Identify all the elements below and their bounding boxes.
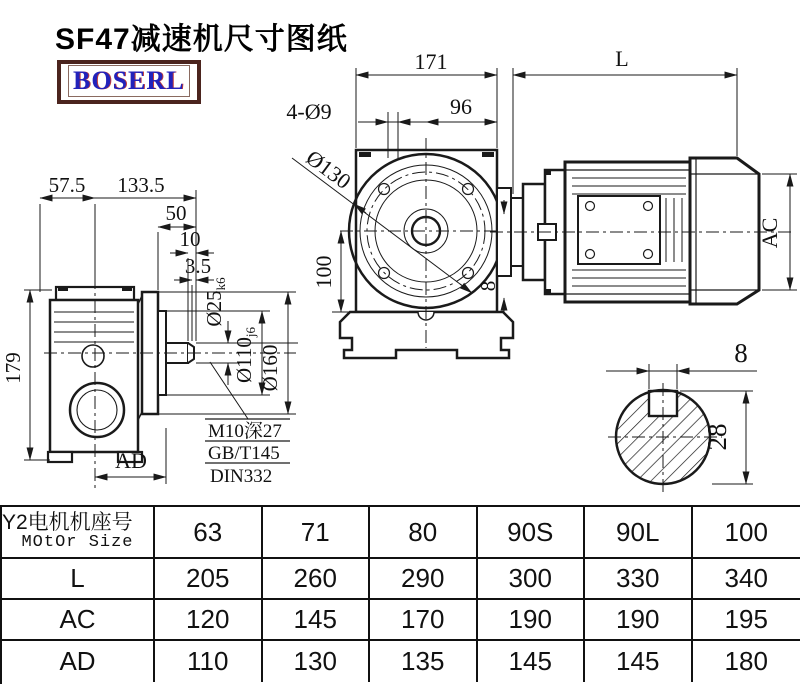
value-AC: 190 <box>478 600 586 641</box>
dim-mount-holes: 4-Ø9 <box>286 99 332 124</box>
row-label-AD: AD <box>2 641 155 682</box>
dim-motor-length: L <box>615 46 629 71</box>
dim-hole-pitch: 96 <box>450 94 472 119</box>
value-AD: 145 <box>585 641 693 682</box>
dim-key-width: 8 <box>734 338 748 368</box>
flange-tab <box>482 152 494 157</box>
dim-body-height: 179 <box>1 352 25 384</box>
dim-adapter-gap: 8 <box>476 280 500 292</box>
table-header-en: MOtOr Size <box>21 533 134 553</box>
size-col-header: 63 <box>155 507 263 559</box>
table-header-motor-size <box>2 507 155 559</box>
size-col-header: 100 <box>693 507 800 559</box>
value-AD: 145 <box>478 641 586 682</box>
motor-size-table <box>0 505 800 684</box>
note-tap: M10深27 <box>208 421 282 442</box>
value-L: 300 <box>478 559 586 600</box>
value-AC: 145 <box>263 600 371 641</box>
size-col-header: 90S <box>478 507 586 559</box>
note-std-din: DIN332 <box>210 466 273 487</box>
dim-key-depth: 28 <box>702 423 732 451</box>
dim-133-5: 133.5 <box>117 173 165 197</box>
note-std-gb: GB/T145 <box>208 443 280 464</box>
value-L: 330 <box>585 559 693 600</box>
value-AC: 195 <box>693 600 800 641</box>
dim-ac: AC <box>757 217 782 249</box>
dim-3-5: 3.5 <box>184 254 212 278</box>
flange-tab <box>359 152 371 157</box>
dim-flange-dia: Ø160 <box>258 344 282 392</box>
value-AD: 135 <box>370 641 478 682</box>
value-AC: 170 <box>370 600 478 641</box>
brand-logo-text: BOSERL <box>73 66 185 95</box>
value-L: 340 <box>693 559 800 600</box>
output-bore <box>70 383 124 437</box>
value-AD: 130 <box>263 641 371 682</box>
dim-ad: AD <box>115 448 147 473</box>
row-label-L: L <box>2 559 155 600</box>
dim-57-5: 57.5 <box>48 173 86 197</box>
value-L: 205 <box>155 559 263 600</box>
size-col-header: 80 <box>370 507 478 559</box>
motor-view <box>490 158 795 304</box>
dim-flange-circle: Ø130 <box>301 144 356 194</box>
row-label-AC: AC <box>2 600 155 641</box>
dim-10: 10 <box>179 227 201 251</box>
value-L: 260 <box>263 559 371 600</box>
page-title: SF47减速机尺寸图纸 <box>55 23 348 56</box>
dim-50: 50 <box>165 201 187 225</box>
value-AD: 110 <box>155 641 263 682</box>
dim-spigot-dia: Ø110j6 <box>232 326 258 384</box>
size-col-header: 90L <box>585 507 693 559</box>
table-header-cn: Y2电机机座号 <box>2 511 133 535</box>
value-L: 290 <box>370 559 478 600</box>
dim-axis-height: 100 <box>311 255 336 289</box>
value-AD: 180 <box>693 641 800 682</box>
value-AC: 190 <box>585 600 693 641</box>
value-AC: 120 <box>155 600 263 641</box>
front-view <box>340 112 514 358</box>
size-col-header: 71 <box>263 507 371 559</box>
dim-shaft-dia: Ø25k6 <box>202 277 228 327</box>
fan-cowl <box>690 158 759 304</box>
dim-gearcase-width: 171 <box>414 49 448 74</box>
